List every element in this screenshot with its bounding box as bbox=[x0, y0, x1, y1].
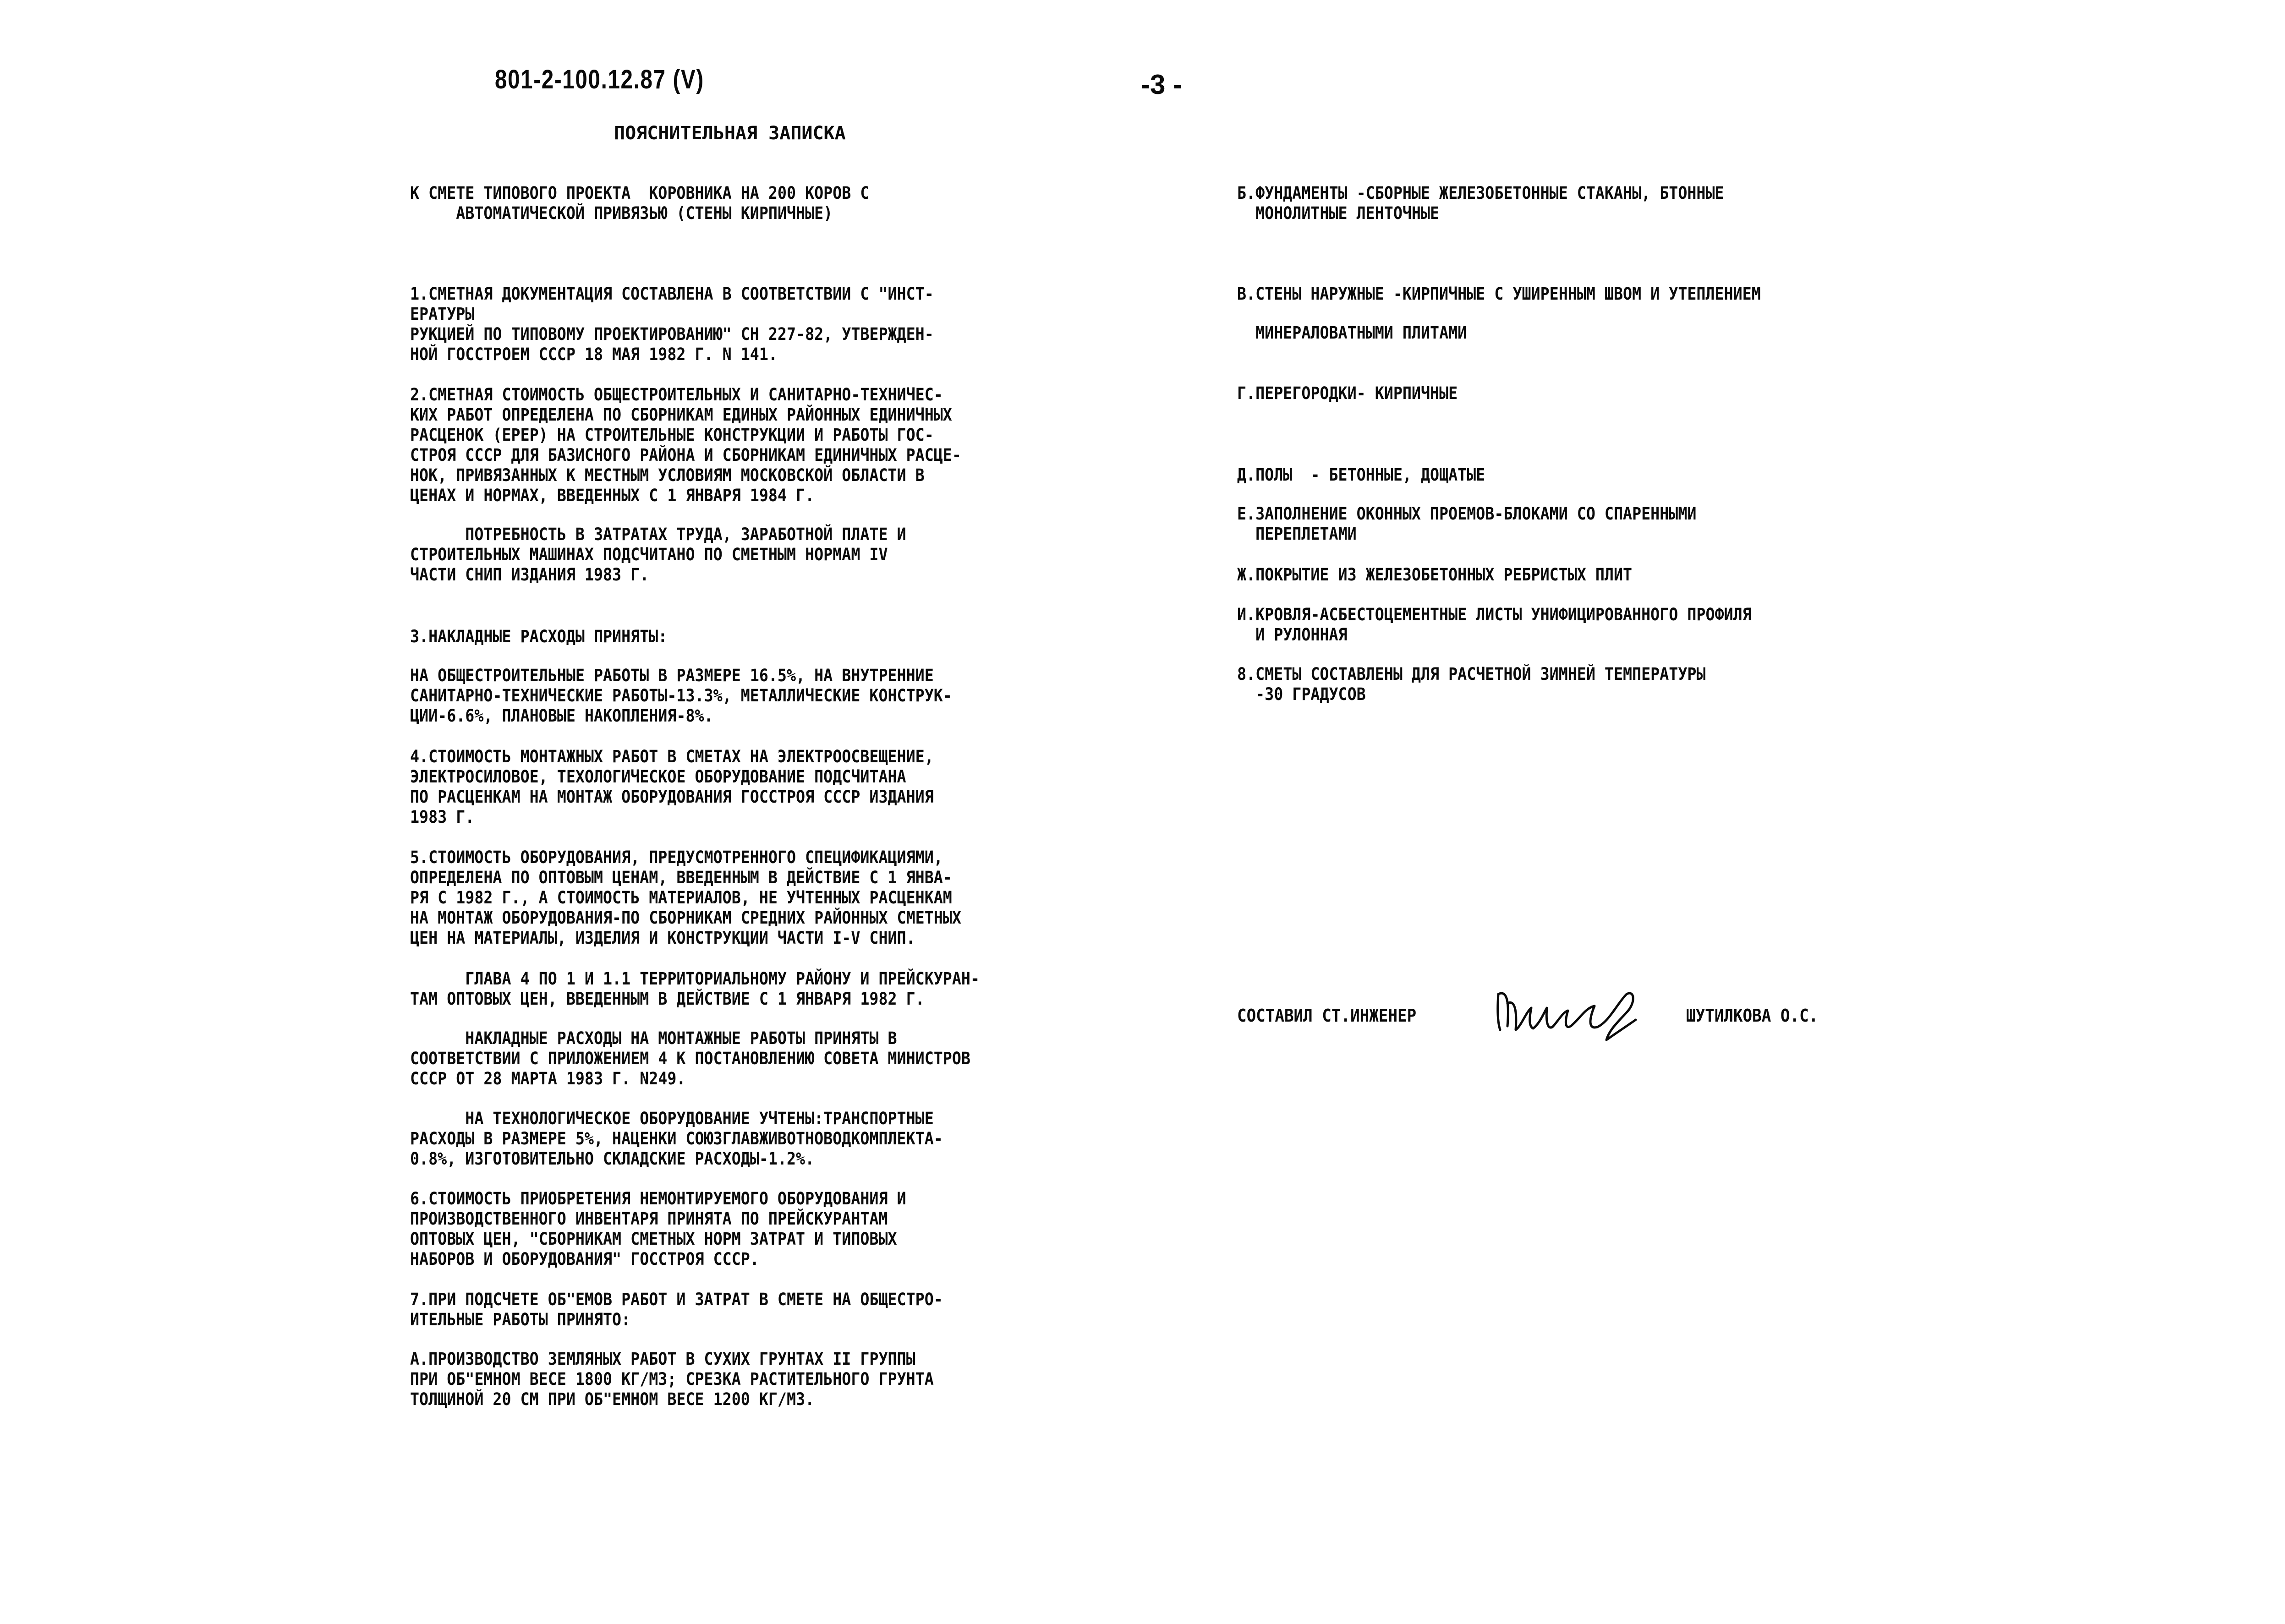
item-v-walls-continued: МИНЕРАЛОВАТНЫМИ ПЛИТАМИ bbox=[1237, 323, 1467, 343]
item-d-floors: Д.ПОЛЫ - БЕТОННЫЕ, ДОЩАТЫЕ bbox=[1237, 465, 1485, 485]
page-number: -3 - bbox=[1141, 69, 1182, 100]
item-i-roof: И.КРОВЛЯ-АСБЕСТОЦЕМЕНТНЫЕ ЛИСТЫ УНИФИЦИРОВАННОГО ПРОФИЛЯ И РУЛОННАЯ bbox=[1237, 605, 1752, 645]
paragraph-3-heading: 3.НАКЛАДНЫЕ РАСХОДЫ ПРИНЯТЫ: bbox=[410, 627, 668, 646]
paragraph-labor: ПОТРЕБНОСТЬ В ЗАТРАТАХ ТРУДА, ЗАРАБОТНОЙ ПЛАТЕ И СТРОИТЕЛЬНЫХ МАШИНАХ ПОДСЧИТАНО ПО СМЕТНЫМ НОРМАМ IV ЧАСТИ СНИП ИЗДАНИЯ 1983 Г. bbox=[410, 525, 906, 585]
item-b-foundations: Б.ФУНДАМЕНТЫ -СБОРНЫЕ ЖЕЛЕЗОБЕТОННЫЕ СТАКАНЫ, БТОННЫЕ МОНОЛИТНЫЕ ЛЕНТОЧНЫЕ bbox=[1237, 183, 1724, 223]
item-8-estimates: 8.СМЕТЫ СОСТАВЛЕНЫ ДЛЯ РАСЧЕТНОЙ ЗИМНЕЙ ТЕМПЕРАТУРЫ -30 ГРАДУСОВ bbox=[1237, 664, 1706, 704]
paragraph-7a: А.ПРОИЗВОДСТВО ЗЕМЛЯНЫХ РАБОТ В СУХИХ ГРУНТАХ II ГРУППЫ ПРИ ОБ"ЕМНОМ ВЕСЕ 1800 КГ/М3; СРЕЗКА РАСТИТЕЛЬНОГО ГРУНТА ТОЛЩИНОЙ 20 СМ ПРИ ОБ"ЕМНОМ ВЕСЕ 1200 КГ/М3. bbox=[410, 1349, 934, 1409]
item-e-windows: Е.ЗАПОЛНЕНИЕ ОКОННЫХ ПРОЕМОВ-БЛОКАМИ СО СПАРЕННЫМИ ПЕРЕПЛЕТАМИ bbox=[1237, 504, 1697, 544]
paragraph-6: 6.СТОИМОСТЬ ПРИОБРЕТЕНИЯ НЕМОНТИРУЕМОГО ОБОРУДОВАНИЯ И ПРОИЗВОДСТВЕННОГО ИНВЕНТАРЯ ПРИНЯТА ПО ПРЕЙСКУРАНТАМ ОПТОВЫХ ЦЕН, "СБОРНИКАМ СМЕТНЫХ НОРМ ЗАТРАТ И ТИПОВЫХ НАБОРОВ И ОБОРУДОВАНИЯ" ГОССТРОЯ СССР. bbox=[410, 1189, 906, 1269]
paragraph-tech-equipment: НА ТЕХНОЛОГИЧЕСКОЕ ОБОРУДОВАНИЕ УЧТЕНЫ:ТРАНСПОРТНЫЕ РАСХОДЫ В РАЗМЕРЕ 5%, НАЦЕНКИ СОЮЗГЛАВЖИВОТНОВОДКОМПЛЕКТА- 0.8%, ИЗГОТОВИТЕЛЬНО СКЛАДСКИЕ РАСХОДЫ-1.2%. bbox=[410, 1109, 943, 1169]
paragraph-7: 7.ПРИ ПОДСЧЕТЕ ОБ"ЕМОВ РАБОТ И ЗАТРАТ В СМЕТЕ НА ОБЩЕСТРО- ИТЕЛЬНЫЕ РАБОТЫ ПРИНЯТО: bbox=[410, 1290, 943, 1329]
item-zh-roofing-slabs: Ж.ПОКРЫТИЕ ИЗ ЖЕЛЕЗОБЕТОННЫХ РЕБРИСТЫХ ПЛИТ bbox=[1237, 565, 1633, 585]
document-code: 801-2-100.12.87 (V) bbox=[495, 65, 704, 94]
item-g-partitions: Г.ПЕРЕГОРОДКИ- КИРПИЧНЫЕ bbox=[1237, 383, 1458, 403]
paragraph-4: 4.СТОИМОСТЬ МОНТАЖНЫХ РАБОТ В СМЕТАХ НА ЭЛЕКТРООСВЕЩЕНИЕ, ЭЛЕКТРОСИЛОВОЕ, ТЕХОЛОГИЧЕСКОЕ ОБОРУДОВАНИЕ ПОДСЧИТАНА ПО РАСЦЕНКАМ НА МОНТАЖ ОБОРУДОВАНИЯ ГОССТРОЯ СССР ИЗДАНИЯ 1983 Г. bbox=[410, 747, 934, 827]
item-v-walls: В.СТЕНЫ НАРУЖНЫЕ -КИРПИЧНЫЕ С УШИРЕННЫМ ШВОМ И УТЕПЛЕНИЕМ bbox=[1237, 284, 1761, 304]
paragraph-1: 1.СМЕТНАЯ ДОКУМЕНТАЦИЯ СОСТАВЛЕНА В СООТВЕТСТВИИ С "ИНСТ- ЕРАТУРЫ РУКЦИЕЙ ПО ТИПОВОМУ ПРОЕКТИРОВАНИЮ" СН 227-82, УТВЕРЖДЕН- НОЙ ГОССТРОЕМ СССР 18 МАЯ 1982 Г. N 141. bbox=[410, 284, 934, 364]
paragraph-2: 2.СМЕТНАЯ СТОИМОСТЬ ОБЩЕСТРОИТЕЛЬНЫХ И САНИТАРНО-ТЕХНИЧЕС- КИХ РАБОТ ОПРЕДЕЛЕНА ПО СБОРНИКАМ ЕДИНЫХ РАЙОННЫХ ЕДИНИЧНЫХ РАСЦЕНОК (ЕРЕР) НА СТРОИТЕЛЬНЫЕ КОНСТРУКЦИИ И РАБОТЫ ГОС- СТРОЯ СССР ДЛЯ БАЗИСНОГО РАЙОНА И СБОРНИКАМ ЕДИНИЧНЫХ РАСЦЕ- НОК, ПРИВЯЗАННЫХ К МЕСТНЫМ УСЛОВИЯМ МОСКОВСКОЙ ОБЛАСТИ В ЦЕНАХ И НОРМАХ, ВВЕДЕННЫХ С 1 ЯНВАРЯ 1984 Г. bbox=[410, 385, 961, 505]
subtitle-paragraph: К СМЕТЕ ТИПОВОГО ПРОЕКТА КОРОВНИКА НА 200 КОРОВ С АВТОМАТИЧЕСКОЙ ПРИВЯЗЬЮ (СТЕНЫ КИРПИЧНЫЕ) bbox=[410, 183, 870, 223]
document-title: ПОЯСНИТЕЛЬНАЯ ЗАПИСКА bbox=[614, 123, 846, 144]
paragraph-5: 5.СТОИМОСТЬ ОБОРУДОВАНИЯ, ПРЕДУСМОТРЕННОГО СПЕЦИФИКАЦИЯМИ, ОПРЕДЕЛЕНА ПО ОПТОВЫМ ЦЕНАМ, ВВЕДЕННЫМ В ДЕЙСТВИЕ С 1 ЯНВА- РЯ С 1982 Г., А СТОИМОСТЬ МАТЕРИАЛОВ, НЕ УЧТЕННЫХ РАСЦЕНКАМ НА МОНТАЖ ОБОРУДОВАНИЯ-ПО СБОРНИКАМ СРЕДНИХ РАЙОННЫХ СМЕТНЫХ ЦЕН НА МАТЕРИАЛЫ, ИЗДЕЛИЯ И КОНСТРУКЦИИ ЧАСТИ I-V СНИП. bbox=[410, 848, 961, 948]
paragraph-overhead: НАКЛАДНЫЕ РАСХОДЫ НА МОНТАЖНЫЕ РАБОТЫ ПРИНЯТЫ В СООТВЕТСТВИИ С ПРИЛОЖЕНИЕМ 4 К ПОСТАНОВЛЕНИЮ СОВЕТА МИНИСТРОВ СССР ОТ 28 МАРТА 1983 Г. N249. bbox=[410, 1028, 970, 1088]
handwritten-signature bbox=[1489, 976, 1645, 1044]
signer-name: ШУТИЛКОВА О.С. bbox=[1686, 1006, 1819, 1026]
paragraph-3-body: НА ОБЩЕСТРОИТЕЛЬНЫЕ РАБОТЫ В РАЗМЕРЕ 16.5%, НА ВНУТРЕННИЕ САНИТАРНО-ТЕХНИЧЕСКИЕ РАБОТЫ-13.3%, МЕТАЛЛИЧЕСКИЕ КОНСТРУК- ЦИИ-6.6%, ПЛАНОВЫЕ НАКОПЛЕНИЯ-8%. bbox=[410, 666, 952, 726]
signature-label: СОСТАВИЛ СТ.ИНЖЕНЕР bbox=[1237, 1006, 1417, 1026]
paragraph-chapter-4: ГЛАВА 4 ПО 1 И 1.1 ТЕРРИТОРИАЛЬНОМУ РАЙОНУ И ПРЕЙСКУРАН- ТАМ ОПТОВЫХ ЦЕН, ВВЕДЕННЫМ В ДЕЙСТВИЕ С 1 ЯНВАРЯ 1982 Г. bbox=[410, 969, 980, 1009]
